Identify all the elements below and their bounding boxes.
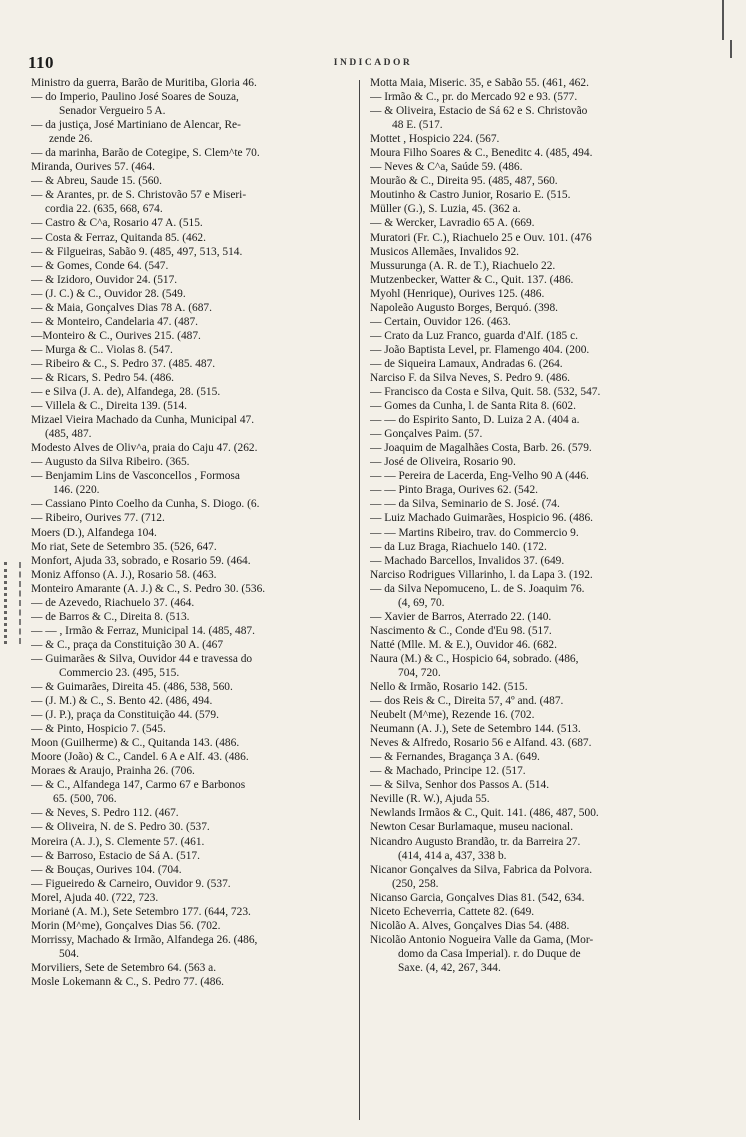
index-entry: — Crato da Luz Franco, guarda d'Alf. (185 c. bbox=[370, 329, 578, 342]
index-entry: Mo riat, Sete de Setembro 35. (526, 647. bbox=[31, 540, 217, 553]
index-entry: — Castro & C^a, Rosario 47 A. (515. bbox=[31, 217, 203, 230]
index-entry: — Murga & C.. Violas 8. (547. bbox=[31, 343, 173, 356]
index-entry: Nicanor Gonçalves da Silva, Fabrica da Polvora. bbox=[370, 863, 593, 876]
index-entry: — — do Espirito Santo, D. Luiza 2 A. (404 a. bbox=[370, 414, 580, 427]
index-entry: — & Wercker, Lavradio 65 A. (669. bbox=[370, 217, 535, 230]
index-entry: Mutzenbecker, Watter & C., Quit. 137. (486. bbox=[370, 273, 574, 286]
index-entry: Mussurunga (A. R. de T.), Riachuelo 22. bbox=[370, 259, 556, 272]
index-entry: — & Izidoro, Ouvidor 24. (517. bbox=[31, 273, 178, 286]
index-entry: Nicanso Garcia, Gonçalves Dias 81. (542, 634. bbox=[370, 891, 585, 904]
index-entry: — & Filgueiras, Sabão 9. (485, 497, 513, 514. bbox=[31, 245, 243, 258]
index-entry: Moreira (A. J.), S. Clemente 57. (461. bbox=[31, 835, 205, 848]
index-entry: Moraes & Araujo, Prainha 26. (706. bbox=[31, 765, 195, 778]
index-entry: Myohl (Henrique), Ourives 125. (486. bbox=[370, 287, 545, 300]
index-entry: Motta Maia, Miseric. 35, e Sabão 55. (461, 462. bbox=[370, 77, 589, 89]
index-entry: Monteiro Amarante (A. J.) & C., S. Pedro 30. (536. bbox=[31, 582, 266, 595]
index-entry: — — Pinto Braga, Ourives 62. (542. bbox=[370, 484, 538, 497]
index-entry: Morin (M^me), Gonçalves Dias 56. (702. bbox=[31, 919, 221, 932]
index-entry: — Machado Barcellos, Invalidos 37. (649. bbox=[370, 554, 565, 567]
index-entry: Senador Vergueiro 5 A. bbox=[59, 105, 166, 118]
page-edge-mark bbox=[722, 0, 724, 40]
index-entry: — José de Oliveira, Rosario 90. bbox=[370, 456, 516, 469]
index-entry: Newlands Irmãos & C., Quit. 141. (486, 487, 500. bbox=[370, 807, 599, 820]
index-entry: — Gomes da Cunha, l. de Santa Rita 8. (602. bbox=[370, 400, 576, 413]
index-entry: Ministro da guerra, Barão de Muritiba, Gloria 46. bbox=[31, 77, 257, 89]
index-entry: 704, 720. bbox=[398, 666, 441, 679]
left-column bbox=[31, 76, 356, 989]
index-entry: Müller (G.), S. Luzia, 45. (362 a. bbox=[370, 203, 521, 216]
index-entry: — & Oliveira, N. de S. Pedro 30. (537. bbox=[31, 821, 210, 834]
index-entry: — Neves & C^a, Saúde 59. (486. bbox=[370, 161, 523, 174]
index-entry: Newton Cesar Burlamaque, museu nacional. bbox=[370, 821, 574, 834]
index-entry: Nicolão Antonio Nogueira Valle da Gama, (Mor- bbox=[370, 933, 594, 946]
index-entry: — Gonçalves Paim. (57. bbox=[370, 428, 483, 441]
index-entry: — Ribeiro, Ourives 77. (712. bbox=[31, 512, 165, 525]
index-entry: — — da Silva, Seminario de S. José. (74. bbox=[370, 498, 560, 511]
index-entry: — Figueiredo & Carneiro, Ouvidor 9. (537. bbox=[31, 877, 231, 890]
index-entry: — Benjamim Lins de Vasconcellos , Formosa bbox=[31, 470, 240, 483]
index-entry: Neubelt (M^me), Rezende 16. (702. bbox=[370, 709, 535, 722]
index-entry: Nicolão A. Alves, Gonçalves Dias 54. (488. bbox=[370, 919, 570, 932]
index-entry: Naura (M.) & C., Hospicio 64, sobrado. (486, bbox=[370, 652, 579, 665]
index-entry: domo da Casa Imperial). r. do Duque de bbox=[398, 947, 581, 960]
index-entry: — da justiça, José Martiniano de Alencar, Re- bbox=[31, 119, 241, 132]
index-entry: Neumann (A. J.), Sete de Setembro 144. (513. bbox=[370, 723, 581, 736]
index-entry: Neves & Alfredo, Rosario 56 e Alfand. 43. (687. bbox=[370, 737, 592, 750]
index-entry: — João Baptista Level, pr. Flamengo 404. (200. bbox=[370, 343, 590, 356]
index-entry: Commercio 23. (495, 515. bbox=[59, 666, 180, 679]
index-entry: — & Machado, Principe 12. (517. bbox=[370, 765, 526, 778]
index-entry: — (J. C.) & C., Ouvidor 28. (549. bbox=[31, 287, 186, 300]
index-entry: 48 E. (517. bbox=[392, 119, 443, 132]
index-entry: Moon (Guilherme) & C., Quitanda 143. (486. bbox=[31, 737, 240, 750]
index-entry: — da marinha, Barão de Cotegipe, S. Clem^te 70. bbox=[31, 147, 260, 160]
index-entry: Saxe. (4, 42, 267, 344. bbox=[398, 961, 501, 974]
index-entry: — Irmão & C., pr. do Mercado 92 e 93. (577. bbox=[370, 91, 578, 104]
index-entry: — & Pinto, Hospicio 7. (545. bbox=[31, 723, 166, 736]
column-divider bbox=[359, 80, 360, 1120]
index-entry: — da Luz Braga, Riachuelo 140. (172. bbox=[370, 540, 547, 553]
index-entry: Nicandro Augusto Brandão, tr. da Barreira 27. bbox=[370, 835, 581, 848]
index-entry: — Certain, Ouvidor 126. (463. bbox=[370, 315, 511, 328]
index-entry: — da Silva Nepomuceno, L. de S. Joaquim 76. bbox=[370, 582, 585, 595]
index-entry: — & Abreu, Saude 15. (560. bbox=[31, 175, 162, 188]
index-entry: — & Monteiro, Candelaria 47. (487. bbox=[31, 315, 199, 328]
index-entry: Mosle Lokemann & C., S. Pedro 77. (486. bbox=[31, 976, 224, 988]
index-entry: — de Siqueira Lamaux, Andradas 6. (264. bbox=[370, 357, 563, 370]
running-head: INDICADOR bbox=[333, 58, 413, 68]
index-entry: — — , Irmão & Ferraz, Municipal 14. (485, 487. bbox=[31, 624, 255, 637]
index-entry: — & Guimarães, Direita 45. (486, 538, 560. bbox=[31, 681, 233, 694]
index-entry: — Cassiano Pinto Coelho da Cunha, S. Diogo. (6. bbox=[31, 498, 260, 511]
index-entry: (414, 414 a, 437, 338 b. bbox=[398, 849, 507, 862]
index-entry: 504. bbox=[59, 947, 79, 960]
index-entry: Morel, Ajuda 40. (722, 723. bbox=[31, 891, 159, 904]
index-entry: Niceto Echeverria, Cattete 82. (649. bbox=[370, 905, 535, 918]
index-entry: — & Barroso, Estacio de Sá A. (517. bbox=[31, 849, 200, 862]
index-entry: — & Oliveira, Estacio de Sá 62 e S. Christovão bbox=[370, 105, 588, 118]
index-entry: (4, 69, 70. bbox=[398, 596, 445, 609]
index-entry: zende 26. bbox=[49, 133, 93, 146]
index-entry: Modesto Alves de Oliv^a, praia do Caju 47. (262. bbox=[31, 442, 258, 455]
index-entry: Nello & Irmão, Rosario 142. (515. bbox=[370, 681, 528, 694]
index-entry: Morviliers, Sete de Setembro 64. (563 a. bbox=[31, 961, 217, 974]
index-entry: (250, 258. bbox=[392, 877, 439, 890]
index-entry: — & Silva, Senhor dos Passos A. (514. bbox=[370, 779, 550, 792]
index-entry: — (J. M.) & C., S. Bento 42. (486, 494. bbox=[31, 695, 213, 708]
index-entry: Neville (R. W.), Ajuda 55. bbox=[370, 793, 490, 806]
index-entry: — & Arantes, pr. de S. Christovão 57 e Miseri- bbox=[31, 189, 247, 202]
index-entry: Morrissy, Machado & Irmão, Alfandega 26. (486, bbox=[31, 933, 258, 946]
index-entry: — — Pereira de Lacerda, Eng-Velho 90 A (446. bbox=[370, 470, 589, 483]
index-entry: — & Gomes, Conde 64. (547. bbox=[31, 259, 169, 272]
index-entry: Nascimento & C., Conde d'Eu 98. (517. bbox=[370, 624, 552, 637]
page-edge-mark bbox=[730, 40, 732, 58]
index-entry: — (J. P.), praça da Constituição 44. (579. bbox=[31, 709, 219, 722]
index-entry: Moniz Affonso (A. J.), Rosario 58. (463. bbox=[31, 568, 217, 581]
index-entry: Napoleão Augusto Borges, Berquó. (398. bbox=[370, 301, 559, 314]
index-entry: — Ribeiro & C., S. Pedro 37. (485. 487. bbox=[31, 357, 216, 370]
index-entry: 65. (500, 706. bbox=[53, 793, 117, 806]
index-entry: Muratori (Fr. C.), Riachuelo 25 e Ouv. 101. (476 bbox=[370, 231, 592, 244]
index-entry: Narciso Rodrigues Villarinho, l. da Lapa 3. (192. bbox=[370, 568, 593, 581]
index-entry: — Luiz Machado Guimarães, Hospicio 96. (486. bbox=[370, 512, 594, 525]
index-entry: Moura Filho Soares & C., Beneditc 4. (485, 494. bbox=[370, 147, 593, 160]
index-entry: — Joaquim de Magalhães Costa, Barb. 26. (579. bbox=[370, 442, 592, 455]
index-entry: 146. (220. bbox=[53, 484, 100, 497]
index-entry: — de Barros & C., Direita 8. (513. bbox=[31, 610, 190, 623]
index-entry: Mottet , Hospicio 224. (567. bbox=[370, 133, 500, 146]
index-entry: Moers (D.), Alfandega 104. bbox=[31, 526, 157, 539]
index-entry: (485, 487. bbox=[45, 428, 92, 441]
index-entry: — — Martins Ribeiro, trav. do Commercio 9. bbox=[370, 526, 579, 539]
index-entry: Moore (João) & C., Candel. 6 A e Alf. 43. (486. bbox=[31, 751, 249, 764]
margin-ink-mark bbox=[4, 562, 21, 644]
index-entry: — & Bouças, Ourives 104. (704. bbox=[31, 863, 182, 876]
index-entry: Narciso F. da Silva Neves, S. Pedro 9. (486. bbox=[370, 371, 570, 384]
index-entry: — & Fernandes, Bragança 3 A. (649. bbox=[370, 751, 540, 764]
index-entry: Musicos Allemães, Invalidos 92. bbox=[370, 245, 520, 258]
index-entry: — do Imperio, Paulino José Soares de Souza, bbox=[31, 91, 239, 104]
index-entry: — Xavier de Barros, Aterrado 22. (140. bbox=[370, 610, 552, 623]
index-entry: Monfort, Ajuda 33, sobrado, e Rosario 59. (464. bbox=[31, 554, 251, 567]
index-entry: — & Ricars, S. Pedro 54. (486. bbox=[31, 371, 175, 384]
index-entry: — & Maia, Gonçalves Dias 78 A. (687. bbox=[31, 301, 212, 314]
index-entry: — de Azevedo, Riachuelo 37. (464. bbox=[31, 596, 195, 609]
index-entry: — & C., Alfandega 147, Carmo 67 e Barbonos bbox=[31, 779, 246, 792]
index-entry: Natté (Mlle. M. & E.), Ouvidor 46. (682. bbox=[370, 638, 557, 651]
right-column bbox=[370, 76, 708, 975]
index-entry: Moutinho & Castro Junior, Rosario E. (515. bbox=[370, 189, 571, 202]
index-entry: — Costa & Ferraz, Quitanda 85. (462. bbox=[31, 231, 206, 244]
index-entry: —Monteiro & C., Ourives 215. (487. bbox=[31, 329, 201, 342]
index-entry: Mizael Vieira Machado da Cunha, Municipal 47. bbox=[31, 414, 255, 427]
index-entry: — Villela & C., Direita 139. (514. bbox=[31, 400, 188, 413]
index-entry: Morianė (A. M.), Sete Setembro 177. (644, 723. bbox=[31, 905, 251, 918]
index-entry: Miranda, Ourives 57. (464. bbox=[31, 161, 156, 174]
index-entry: — e Silva (J. A. de), Alfandega, 28. (515. bbox=[31, 386, 221, 399]
index-entry: cordia 22. (635, 668, 674. bbox=[45, 203, 163, 216]
index-entry: — & C., praça da Constituição 30 A. (467 bbox=[31, 638, 224, 651]
index-entry: — Guimarães & Silva, Ouvidor 44 e travessa do bbox=[31, 652, 253, 665]
index-entry: — & Neves, S. Pedro 112. (467. bbox=[31, 807, 179, 820]
page-number: 110 bbox=[28, 53, 55, 72]
index-entry: Mourão & C., Direita 95. (485, 487, 560. bbox=[370, 175, 558, 188]
index-entry: — Augusto da Silva Ribeiro. (365. bbox=[31, 456, 190, 469]
index-entry: — Francisco da Costa e Silva, Quit. 58. (532, 547. bbox=[370, 386, 601, 399]
index-entry: — dos Reis & C., Direita 57, 4º and. (487. bbox=[370, 695, 564, 708]
